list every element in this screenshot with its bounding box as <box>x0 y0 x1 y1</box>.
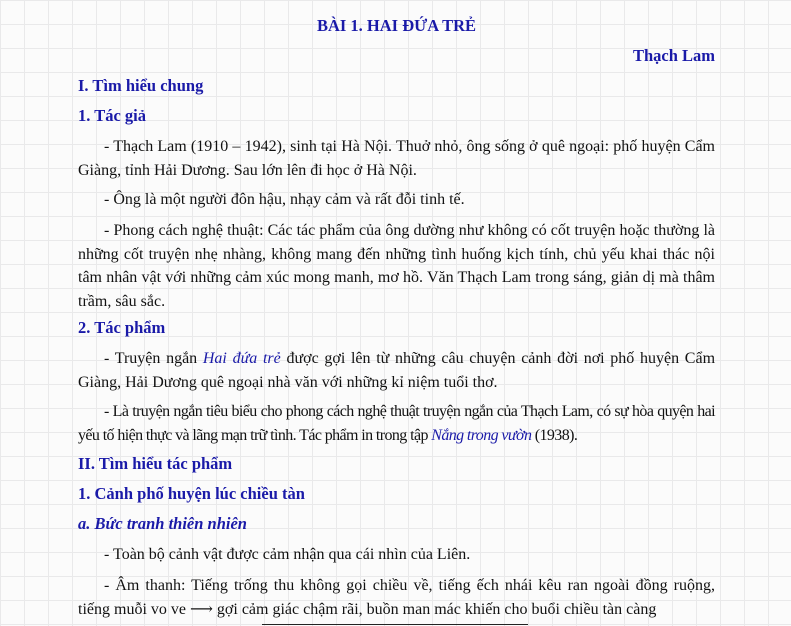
section-heading-1: I. Tìm hiểu chung <box>78 76 204 95</box>
text-segment: được gợi lên từ những câu chuyện cảnh đời nơi phố huyện Cẩm Giàng, Hải Dương quê ngoại nhà văn với những kỉ niệm tuổi thơ. <box>78 350 716 391</box>
paragraph-author-character: - Ông là một người đôn hậu, nhạy cảm và rất đỗi tinh tế. <box>104 191 465 208</box>
work-title-hai-dua-tre: Hai đứa trẻ <box>202 350 281 367</box>
subsection-heading-scene: 1. Cảnh phố huyện lúc chiều tàn <box>78 484 305 503</box>
paragraph-nature-view: - Toàn bộ cảnh vật được cảm nhận qua cái nhìn của Liên. <box>104 546 471 563</box>
subsection-heading-nature: a. Bức tranh thiên nhiên <box>78 514 247 533</box>
section-heading-2: II. Tìm hiểu tác phẩm <box>78 454 233 473</box>
paragraph-work-style <box>78 400 715 447</box>
paragraph-work-origin <box>78 347 715 394</box>
footer-divider <box>262 624 528 625</box>
paragraph-nature-sound: - Âm thanh: Tiếng trống thu không gọi chiều về, tiếng ếch nhái kêu ran ngoài đồng ruộng, tiếng muỗi vo ve ⟶ gợi cảm giác chậm rãi, buồn man mác khiến cho buổi chiều tàn càng <box>78 577 715 618</box>
author-name: Thạch Lam <box>632 46 715 65</box>
lesson-title: BÀI 1. HAI ĐỨA TRẺ <box>316 16 477 35</box>
paragraph-author-style: - Phong cách nghệ thuật: Các tác phẩm của ông dường như không có cốt truyện hoặc thường là những cốt truyện nhẹ nhàng, không mang đến những tình huống kịch tính, chủ yếu khai thác nội tâm nhân vật với những cảm xúc mong manh, mơ hồ. Văn Thạch Lam trong sáng, giản dị mà thâm trầm, sâu sắc. <box>78 222 715 310</box>
collection-title-nang-trong-vuon: Nắng trong vườn <box>431 426 532 444</box>
paragraph-author-bio: - Thạch Lam (1910 – 1942), sinh tại Hà Nội. Thuở nhỏ, ông sống ở quê ngoại: phố huyện Cẩm Giàng, tỉnh Hải Dương. Sau lớn lên đi học ở Hà Nội. <box>78 138 715 179</box>
text-segment: - Truyện ngắn <box>104 350 203 367</box>
text-segment: - Là truyện ngắn tiêu biểu cho phong cách nghệ thuật truyện ngắn của Thạch Lam, có sự hòa quyện hai yếu tố hiện thực và lãng mạn trữ tình. Tác phẩm in trong tập <box>78 403 715 444</box>
subsection-heading-author: 1. Tác giả <box>78 106 146 125</box>
text-segment: (1938). <box>531 426 578 444</box>
subsection-heading-work: 2. Tác phẩm <box>78 318 166 337</box>
